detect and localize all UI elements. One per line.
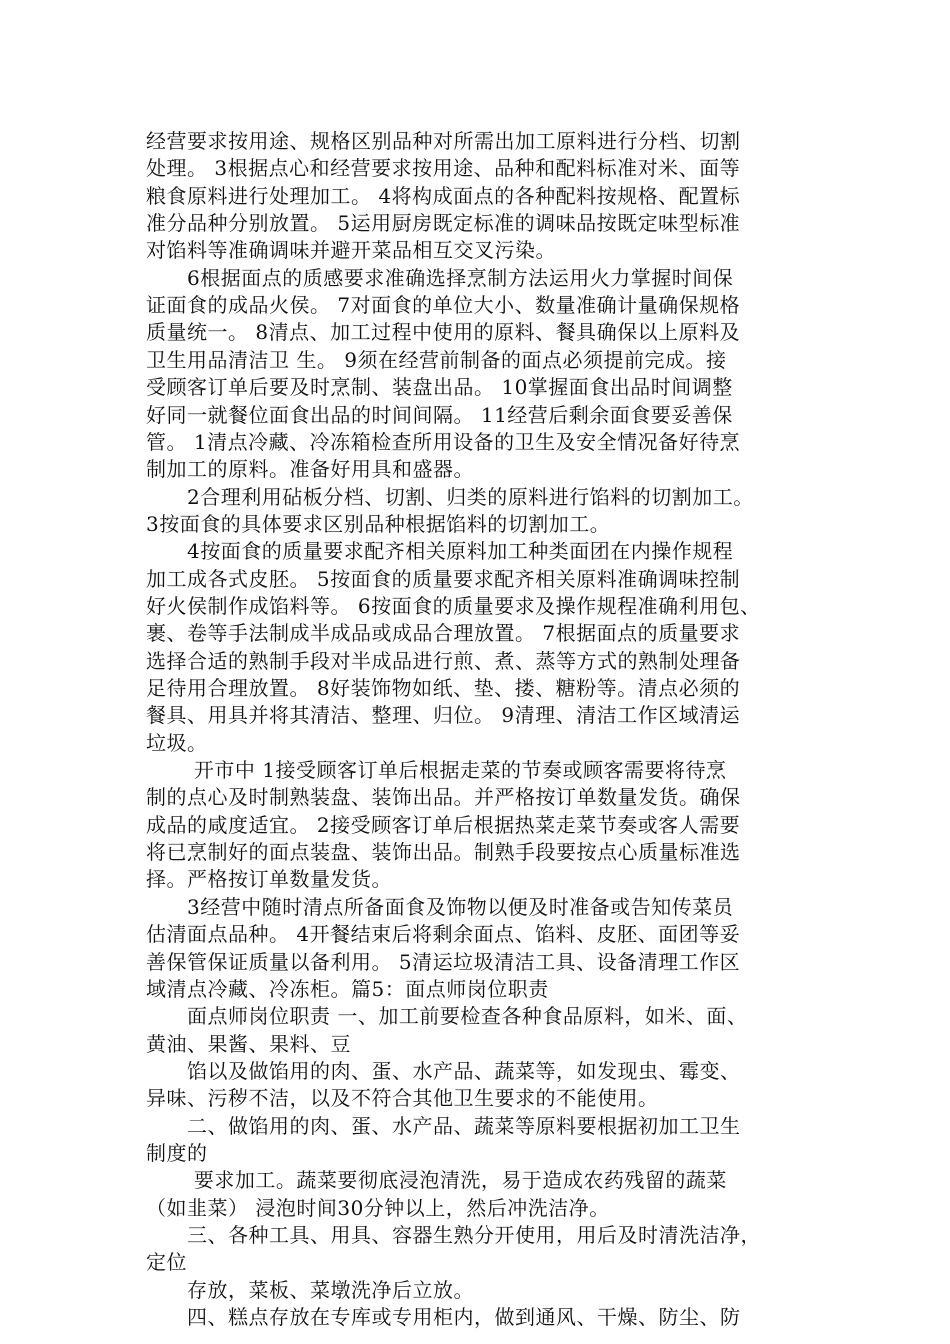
text-line: 4按面食的质量要求配齐相关原料加工种类面团在内操作规程 bbox=[146, 539, 734, 564]
text-line: 域清点冷藏、冷冻柜。篇5：面点师岗位职责 bbox=[146, 976, 549, 1001]
text-line: 对馅料等准确调味并避开菜品相互交叉污染。 bbox=[146, 238, 556, 263]
text-line: 馅以及做馅用的肉、蛋、水产品、蔬菜等，如发现虫、霉变、 bbox=[146, 1058, 741, 1083]
text-line: 黄油、果酱、果料、豆 bbox=[146, 1031, 351, 1056]
text-line: 处理。 3根据点心和经营要求按用途、品种和配料标准对米、面等 bbox=[146, 156, 741, 181]
text-line: 6根据面点的质感要求准确选择烹制方法运用火力掌握时间保 bbox=[146, 265, 734, 290]
text-line: 好火侯制作成馅料等。 6按面食的质量要求及操作规程准确利用包、 bbox=[146, 593, 761, 618]
text-line: 要求加工。蔬菜要彻底浸泡清洗，易于造成农药残留的蔬菜 bbox=[146, 1168, 727, 1193]
text-line: 四、糕点存放在专库或专用柜内，做到通风、干燥、防尘、防 bbox=[146, 1305, 741, 1330]
text-line: 择。严格按订单数量发货。 bbox=[146, 867, 392, 892]
text-line: 经营要求按用途、规格区别品种对所需出加工原料进行分档、切割 bbox=[146, 129, 741, 153]
text-line: 受顾客订单后要及时烹制、装盘出品。 10掌握面食出品时间调整 bbox=[146, 375, 733, 400]
text-line: 加工成各式皮胚。 5按面食的质量要求配齐相关原料准确调味控制 bbox=[146, 566, 741, 591]
text-line: 选择合适的熟制手段对半成品进行煎、煮、蒸等方式的熟制处理备 bbox=[146, 648, 741, 673]
text-line: 开市中 1接受顾客订单后根据走菜的节奏或顾客需要将待烹 bbox=[146, 758, 727, 783]
text-line: 定位 bbox=[146, 1250, 187, 1275]
text-line: 准分品种分别放置。 5运用厨房既定标准的调味品按既定味型标准 bbox=[146, 211, 741, 236]
text-line: 垃圾。 bbox=[146, 730, 208, 755]
text-line: 二、做馅用的肉、蛋、水产品、蔬菜等原料要根据初加工卫生 bbox=[146, 1113, 741, 1138]
text-line: （如韭菜） 浸泡时间30分钟以上，然后冲洗洁净。 bbox=[146, 1195, 610, 1220]
text-line: 裹、卷等手法制成半成品或成品合理放置。 7根据面点的质量要求 bbox=[146, 621, 741, 646]
text-line: 制加工的原料。准备好用具和盛器。 bbox=[146, 457, 474, 482]
text-line: 三、各种工具、用具、容器生熟分开使用，用后及时清洗洁净， bbox=[146, 1223, 761, 1247]
text-line: 3按面食的具体要求区别品种根据馅料的切割加工。 bbox=[146, 511, 611, 536]
text-line: 管。 1清点冷藏、冷冻箱检查所用设备的卫生及安全情况备好待烹 bbox=[146, 429, 741, 454]
text-line: 存放，菜板、菜墩洗净后立放。 bbox=[146, 1277, 474, 1302]
text-line: 足待用合理放置。 8好装饰物如纸、垫、搂、糖粉等。清点必须的 bbox=[146, 676, 741, 700]
text-line: 粮食原料进行处理加工。 4将构成面点的各种配料按规格、配置标 bbox=[146, 183, 741, 208]
text-line: 2合理利用砧板分档、切割、归类的原料进行馅料的切割加工。 bbox=[146, 484, 754, 509]
text-line: 成品的咸度适宜。 2接受顾客订单后根据热菜走菜节奏或客人需要 bbox=[146, 812, 741, 837]
text-line: 将已烹制好的面点装盘、装饰出品。制熟手段要按点心质量标准选 bbox=[146, 840, 741, 865]
text-line: 质量统一。 8清点、加工过程中使用的原料、餐具确保以上原料及 bbox=[146, 320, 741, 345]
text-line: 善保管保证质量以备利用。 5清运垃圾清洁工具、设备清理工作区 bbox=[146, 949, 741, 974]
text-line: 卫生用品清洁卫 生。 9须在经营前制备的面点必须提前完成。接 bbox=[146, 347, 727, 372]
text-line: 制的点心及时制熟装盘、装饰出品。并严格按订单数量发货。确保 bbox=[146, 785, 741, 810]
text-line: 好同一就餐位面食出品的时间间隔。 11经营后剩余面食要妥善保 bbox=[146, 402, 733, 427]
text-line: 制度的 bbox=[146, 1140, 208, 1165]
text-line: 估清面点品种。 4开餐结束后将剩余面点、馅料、皮胚、面团等妥 bbox=[146, 922, 741, 947]
text-line: 证面食的成品火侯。 7对面食的单位大小、数量准确计量确保规格 bbox=[146, 293, 741, 318]
text-line: 餐具、用具并将其清洁、整理、归位。 9清理、清洁工作区域清运 bbox=[146, 703, 741, 728]
text-line: 3经营中随时清点所备面食及饰物以便及时准备或告知传菜员 bbox=[146, 894, 734, 919]
text-line: 面点师岗位职责 一、加工前要检查各种食品原料，如米、面、 bbox=[146, 1004, 748, 1029]
text-line: 异味、污秽不洁，以及不符合其他卫生要求的不能使用。 bbox=[146, 1086, 659, 1111]
